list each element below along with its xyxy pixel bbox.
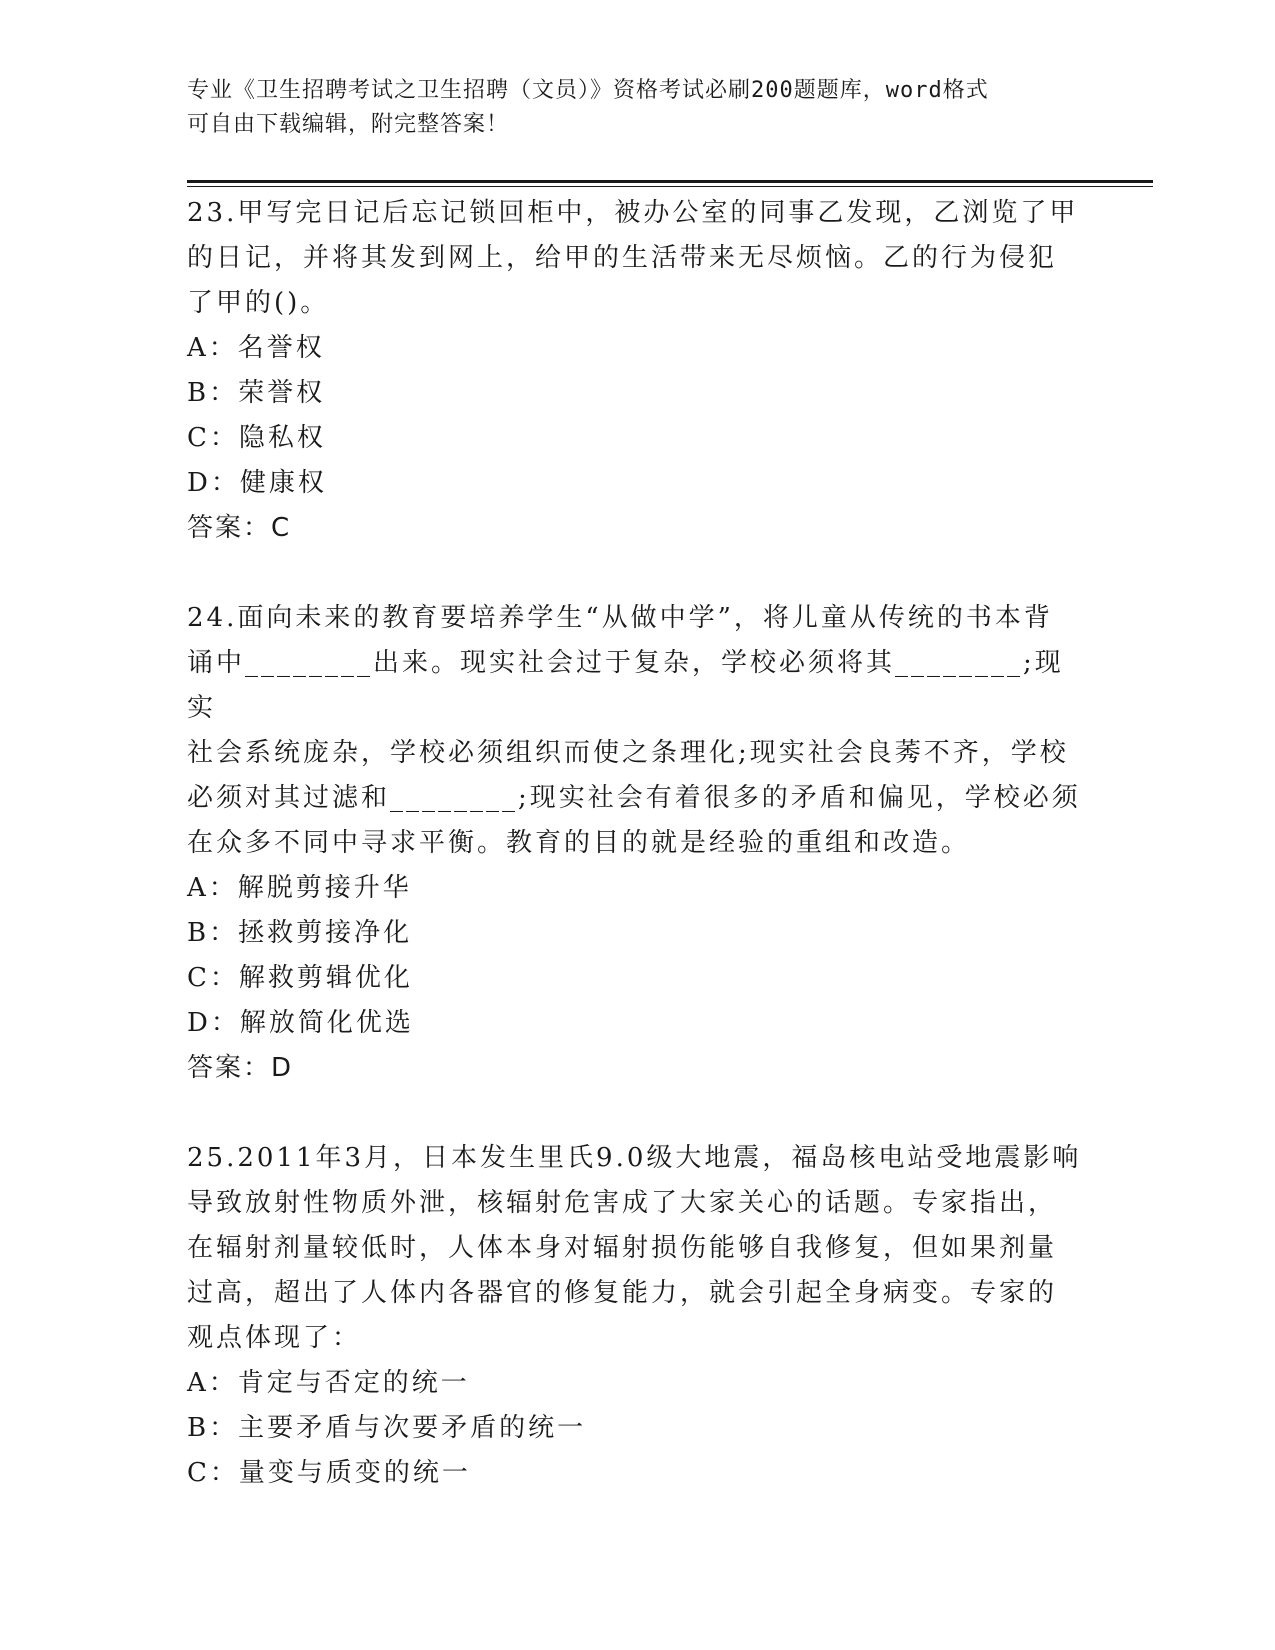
question-stem-line: 在众多不同中寻求平衡。教育的目的就是经验的重组和改造。 [187,828,971,858]
question-stem-line: 观点体现了： [187,1323,362,1353]
option-c: C：量变与质变的统一 [187,1458,471,1488]
question-stem-line: 25.2011年3月，日本发生里氏9.0级大地震，福岛核电站受地震影响 [187,1143,1082,1173]
option-a: A：解脱剪接升华 [187,873,412,903]
option-c: C：隐私权 [187,423,326,453]
option-b: B：荣誉权 [187,378,326,408]
option-b: B：拯救剪接净化 [187,918,413,948]
question-stem-line: 的日记，并将其发到网上，给甲的生活带来无尽烦恼。乙的行为侵犯 [187,243,1058,273]
question-stem-line: 了甲的()。 [187,288,330,318]
document-header [187,74,1067,142]
option-d: D：解放简化优选 [187,1008,414,1038]
answer-line: 答案：D [187,1053,294,1083]
header-rule-thin [187,186,1153,187]
question-stem-line: 过高，超出了人体内各器官的修复能力，就会引起全身病变。专家的 [187,1278,1058,1308]
question-stem-line: 社会系统庞杂，学校必须组织而使之条理化;现实社会良莠不齐，学校 [187,738,1069,768]
question-stem-line: 23.甲写完日记后忘记锁回柜中，被办公室的同事乙发现，乙浏览了甲 [187,198,1079,228]
option-a: A：名誉权 [187,333,325,363]
answer-line: 答案：C [187,513,292,543]
question-stem-line: 导致放射性物质外泄，核辐射危害成了大家关心的话题。专家指出， [187,1188,1058,1218]
header-line-1: 专业《卫生招聘考试之卫生招聘（文员）》资格考试必刷200题题库，word格式 [187,78,989,103]
question-stem-line: 24.面向未来的教育要培养学生“从做中学”，将儿童从传统的书本背 [187,603,1053,633]
question-24 [187,596,1087,1091]
question-list [187,191,1087,1496]
option-c: C：解救剪辑优化 [187,963,413,993]
header-rule-thick [187,180,1153,183]
option-a: A：肯定与否定的统一 [187,1368,470,1398]
question-25 [187,1136,1087,1496]
option-d: D：健康权 [187,468,327,498]
question-stem-line: 必须对其过滤和________;现实社会有着很多的矛盾和偏见，学校必须 [187,783,1081,813]
header-line-2: 可自由下载编辑，附完整答案！ [187,112,510,137]
question-stem-line: 在辐射剂量较低时，人体本身对辐射损伤能够自我修复，但如果剂量 [187,1233,1058,1263]
option-b: B：主要矛盾与次要矛盾的统一 [187,1413,587,1443]
question-23 [187,191,1087,551]
question-stem-line: 诵中________出来。现实社会过于复杂，学校必须将其________;现实 [187,648,1064,723]
